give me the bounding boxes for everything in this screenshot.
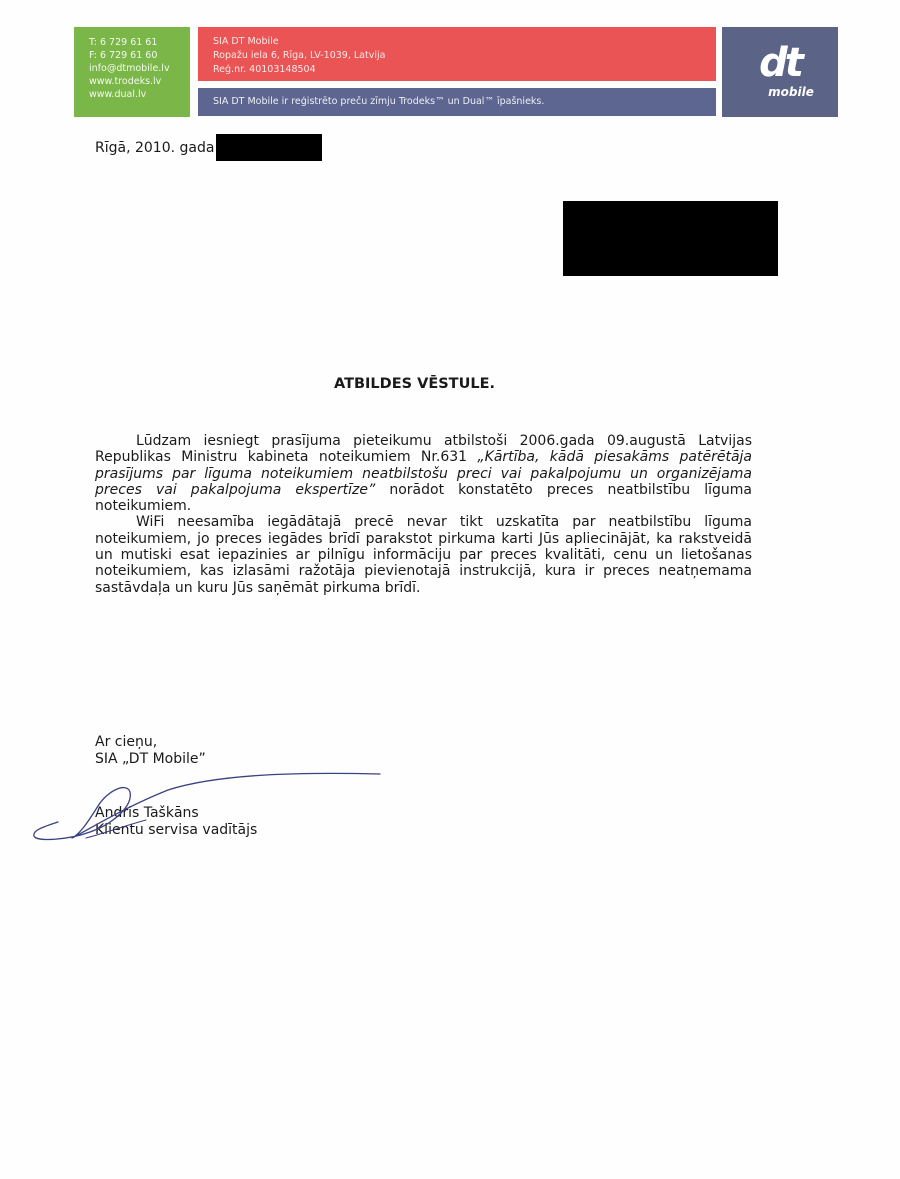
company-name: SIA DT Mobile xyxy=(213,36,279,47)
letter-title: ATBILDES VĒSTULE. xyxy=(334,376,495,392)
paragraph-1-tail: norādot konstatēto preces neatbilstību līguma noteikumiem. xyxy=(95,481,752,515)
dt-mobile-logo xyxy=(722,27,838,117)
regulation-title: „Kārtība, kādā piesakāms patērētāja prasījums par līguma noteikumiem neatbilstošu preci vai pakalpojumu un organizējama preces vai pakalpojuma ekspertīze” xyxy=(95,449,752,498)
closing-company: SIA „DT Mobile” xyxy=(95,751,206,767)
body-paragraph-2: WiFi neesamība iegādātajā precē nevar tikt uzskatīta par neatbilstību līguma noteikumiem, jo preces iegādes brīdī parakstot pirkuma karti Jūs apliecinājāt, ka rakstveidā un mutiski esat iepazinies ar pilnīgu informāciju par preces kvalitāti, cenu un lietošanas noteikumiem, kas izlasāmi ražotāja pievienotajā instrukcijā, kura ir preces neatņemama sastāvdaļa un kuru Jūs saņēmāt pirkuma brīdī. xyxy=(95,514,752,596)
redacted-recipient-address xyxy=(563,201,778,276)
logo-dt-text: dt xyxy=(759,40,801,86)
letterhead-contacts xyxy=(74,27,190,117)
date-line xyxy=(95,134,322,161)
letterhead-trademark-note: SIA DT Mobile ir reģistrēto preču zīmju Trodeks™ un Dual™ īpašnieks. xyxy=(198,88,716,116)
letterhead-company xyxy=(198,27,716,81)
contact-website-dual: www.dual.lv xyxy=(89,89,147,100)
redacted-date xyxy=(216,134,322,161)
contact-website-trodeks: www.trodeks.lv xyxy=(89,76,162,87)
handwritten-signature xyxy=(28,760,388,850)
letter-body xyxy=(95,433,752,596)
date-prefix: Rīgā, 2010. gada xyxy=(95,139,215,156)
paragraph-1-lead: Lūdzam iesniegt prasījuma pieteikumu atbilstoši 2006.gada 09.augustā Latvijas Republikas Ministru kabineta noteikumiem Nr.631 xyxy=(95,433,752,466)
signer-title: Klientu servisa vadītājs xyxy=(95,822,258,838)
company-address: Ropažu iela 6, Rīga, LV-1039, Latvija xyxy=(213,50,386,61)
body-paragraph-1 xyxy=(95,433,752,514)
logo-mobile-text: mobile xyxy=(768,85,814,99)
closing-regards: Ar cieņu, xyxy=(95,734,158,750)
company-reg-number: Reģ.nr. 40103148504 xyxy=(213,64,316,75)
contact-fax: F: 6 729 61 60 xyxy=(89,50,158,61)
contact-email: info@dtmobile.lv xyxy=(89,63,170,74)
contact-phone: T: 6 729 61 61 xyxy=(89,37,158,48)
signer-name: Andris Taškāns xyxy=(95,805,199,821)
